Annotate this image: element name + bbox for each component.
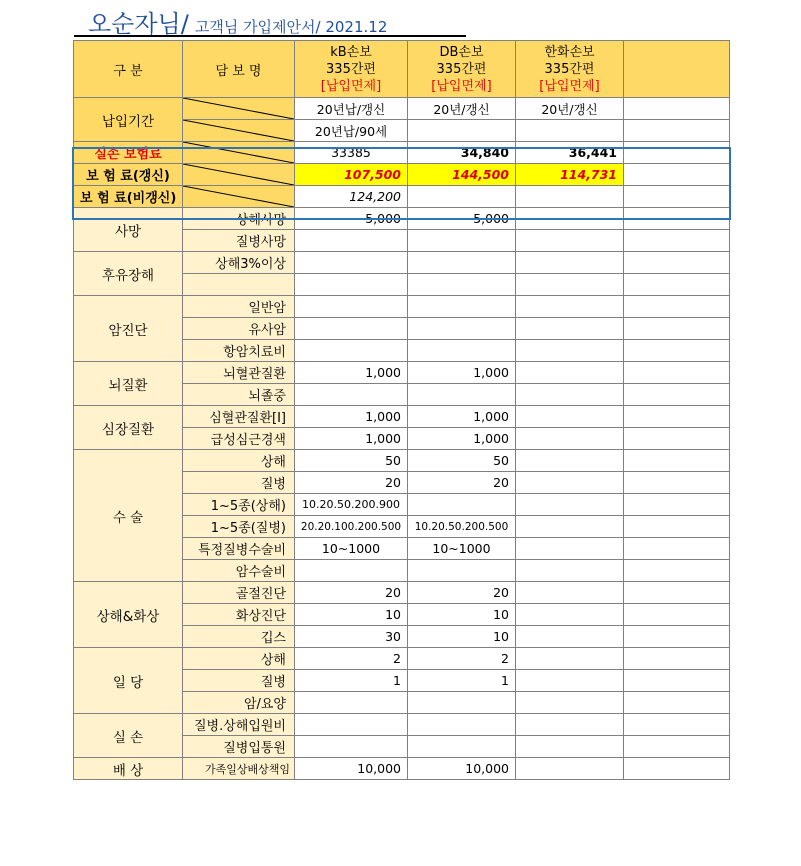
renewal-premium-hanwha: 114,731 [516, 164, 624, 186]
table-row: 실 손 질병.상해입원비 [74, 714, 730, 736]
table-row: 항암치료비 [74, 340, 730, 362]
section-brain: 뇌질환 [74, 362, 183, 406]
header-kb: kB손보 335간편 [납입면제] [295, 41, 408, 98]
table-row: 후유장해 상해3%이상 [74, 252, 730, 274]
header-extra [624, 41, 730, 98]
table-row: 질병사망 [74, 230, 730, 252]
table-row: 화상진단 10 10 [74, 604, 730, 626]
renewal-premium-row [74, 164, 730, 186]
payment-hanwha-1: 20년/갱신 [516, 98, 624, 120]
table-row: 배 상 가족일상배상책임 10,000 10,000 [74, 758, 730, 780]
table-row: 심장질환 심혈관질환[Ⅰ] 1,000 1,000 [74, 406, 730, 428]
payment-db-1: 20년/갱신 [408, 98, 516, 120]
section-injury: 상해&화상 [74, 582, 183, 648]
nonrenewal-premium-row [74, 186, 730, 208]
payment-kb-1: 20년납/갱신 [295, 98, 408, 120]
table-row: 질병입통원 [74, 736, 730, 758]
renewal-premium-db: 144,500 [408, 164, 516, 186]
actual-premium-kb: 33385 [295, 142, 408, 164]
table-row: 수 술 상해 50 50 [74, 450, 730, 472]
renewal-premium-label: 보 험 료(갱신) [74, 164, 183, 186]
payment-label: 납입기간 [74, 98, 183, 142]
table-row: 뇌졸중 [74, 384, 730, 406]
table-row: 일 당 상해 2 2 [74, 648, 730, 670]
header-db: DB손보 335간편 [납입면제] [408, 41, 516, 98]
section-surgery: 수 술 [74, 450, 183, 582]
renewal-premium-kb: 107,500 [295, 164, 408, 186]
section-death: 사망 [74, 208, 183, 252]
table-row: 급성심근경색 1,000 1,000 [74, 428, 730, 450]
diagonal-cell [183, 142, 295, 164]
table-row: 깁스 30 10 [74, 626, 730, 648]
table-row: 암/요양 [74, 692, 730, 714]
table-row: 질병 20 20 [74, 472, 730, 494]
table-row: 상해&화상 골절진단 20 20 [74, 582, 730, 604]
nonrenewal-premium-kb: 124,200 [295, 186, 408, 208]
actual-premium-hanwha: 36,441 [516, 142, 624, 164]
table-row: 뇌질환 뇌혈관질환 1,000 1,000 [74, 362, 730, 384]
customer-name: 오순자님/ [88, 10, 189, 38]
payment-kb-2: 20년납/90세 [295, 120, 408, 142]
diagonal-cell [183, 120, 295, 142]
table-row: 1~5종(상해) 10.20.50.200.900 [74, 494, 730, 516]
table-row: 암수술비 [74, 560, 730, 582]
header-hanwha: 한화손보 335간편 [납입면제] [516, 41, 624, 98]
header-coverage: 담 보 명 [183, 41, 295, 98]
table-row: 특정질병수술비 10~1000 10~1000 [74, 538, 730, 560]
table-row: 유사암 [74, 318, 730, 340]
section-cancer: 암진단 [74, 296, 183, 362]
header-row [74, 41, 730, 98]
diagonal-cell [183, 186, 295, 208]
section-disability: 후유장해 [74, 252, 183, 296]
section-daily: 일 당 [74, 648, 183, 714]
proposal-table [73, 40, 730, 780]
table-row: 1~5종(질병) 20.20.100.200.500 10.20.50.200.500 [74, 516, 730, 538]
header-category: 구 분 [74, 41, 183, 98]
title-underline [74, 35, 466, 37]
table-row: 질병 1 1 [74, 670, 730, 692]
table-row: 암진단 일반암 [74, 296, 730, 318]
table-row: 사망 상해사망 5,000 5,000 [74, 208, 730, 230]
payment-row-1 [74, 98, 730, 120]
proposal-subtitle: 고객님 가입제안서/ 2021.12 [194, 18, 388, 36]
section-heart: 심장질환 [74, 406, 183, 450]
diagonal-cell [183, 164, 295, 186]
page-title [88, 4, 387, 39]
section-medical: 실 손 [74, 714, 183, 758]
actual-premium-label: 실손 보험료 [74, 142, 183, 164]
actual-premium-row [74, 142, 730, 164]
actual-premium-db: 34,840 [408, 142, 516, 164]
section-liability: 배 상 [74, 758, 183, 780]
nonrenewal-premium-label: 보 험 료(비갱신) [74, 186, 183, 208]
diagonal-cell [183, 98, 295, 120]
